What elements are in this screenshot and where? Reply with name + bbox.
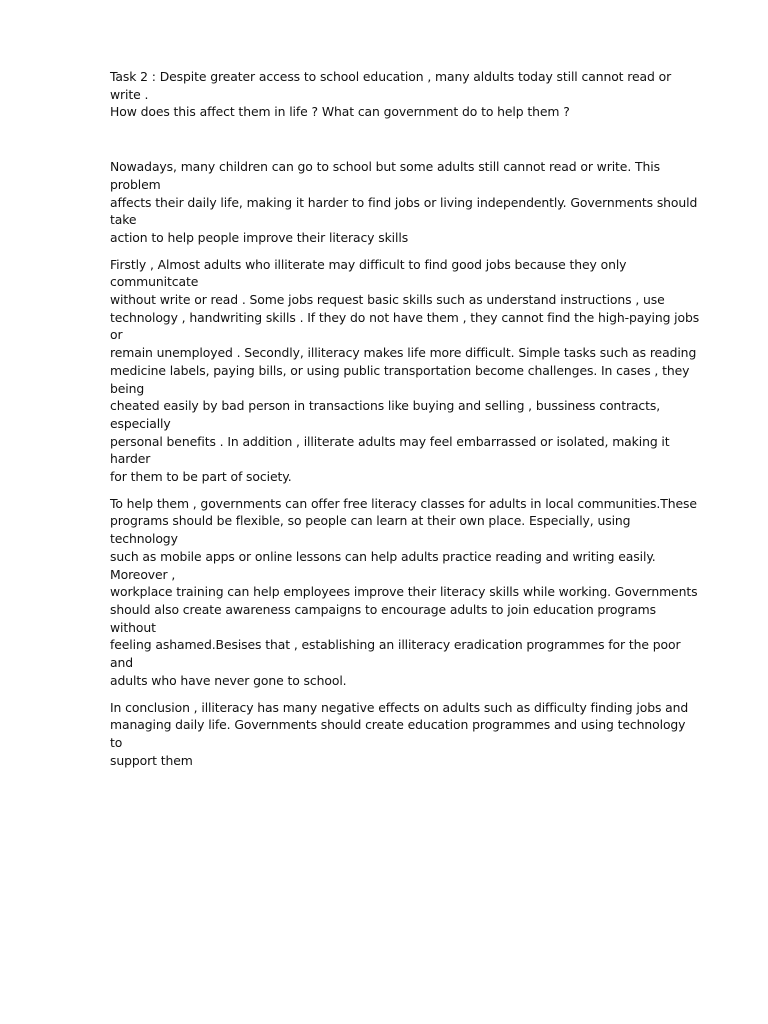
essay-paragraph-conclusion: In conclusion , illiteracy has many negative effects on adults such as difficulty finding jobs and managing daily life. Governments should create education programmes and using technology to support them	[110, 699, 689, 768]
essay-paragraph-introduction: Nowadays, many children can go to school but some adults still cannot read or write. This problem affects their daily life, making it harder to find jobs or living independently. Governments should take action to help people improve their literacy skills	[110, 159, 698, 245]
essay-body	[110, 158, 700, 769]
essay-paragraph-solutions: To help them , governments can offer free literacy classes for adults in local communities.These programs should be flexible, so people can learn at their own place. Especially, using technology such as mobile apps or online lessons can help adults practice reading and writing easily. Moreover , workplace training can help employees improve their literacy skills while working. Governments should also create awareness campaigns to encourage adults to join education programs without feeling ashamed.Besises that , establishing an illiteracy eradication programmes for the poor and adults who have never gone to school.	[110, 495, 698, 688]
task-prompt: Task 2 : Despite greater access to school education , many aldults today still cannot read or write . How does this affect them in life ? What can government do to help them ?	[110, 69, 672, 120]
essay-paragraph-effects: Firstly , Almost adults who illiterate may difficult to find good jobs because they only communitcate without write or read . Some jobs request basic skills such as understand instructions , use technology , handwriting skills . If they do not have them , they cannot find the high-paying jobs or remain unemployed . Secondly, illiteracy makes life more difficult. Simple tasks such as reading medicine labels, paying bills, or using public transportation become challenges. In cases , they being cheated easily by bad person in transactions like buying and selling , bussiness contracts, especially personal benefits . In addition , illiterate adults may feel embarrassed or isolated, making it harder for them to be part of society.	[110, 256, 700, 485]
document-page	[110, 68, 700, 778]
